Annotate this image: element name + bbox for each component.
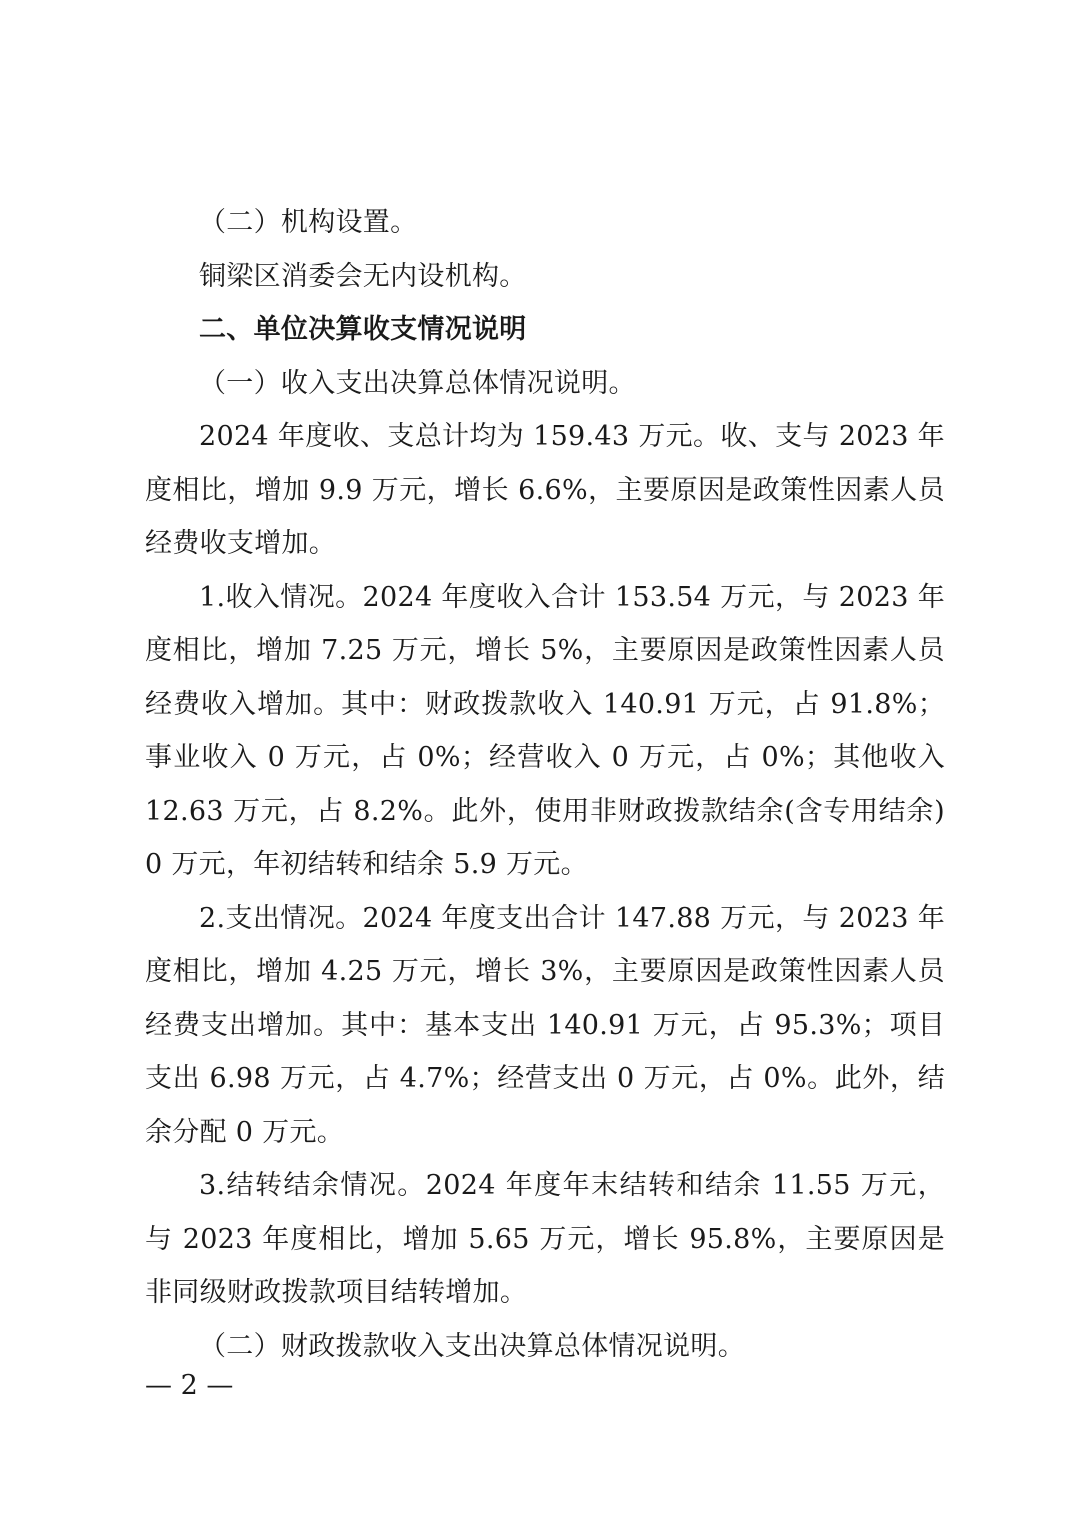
- income-paragraph: 1.收入情况。2024 年度收入合计 153.54 万元，与 2023 年度相比，增加 7.25 万元，增长 5%，主要原因是政策性因素人员经费收入增加。其中：财政拨款收入 140.91 万元，占 91.8%；事业收入 0 万元，占 0%；经营收入 0 万元，占 0%；其他收入 12.63 万元，占 8.2%。此外，使用非财政拨款结余(含专用结余)0 万元，年初结转和结余 5.9 万元。: [145, 581, 945, 880]
- overall-summary-paragraph: 2024 年度收、支总计均为 159.43 万元。收、支与 2023 年度相比，增加 9.9 万元，增长 6.6%，主要原因是政策性因素人员经费收支增加。: [145, 421, 945, 559]
- org-setup-text: 铜梁区消委会无内设机构。: [199, 260, 527, 292]
- section-heading-budget: 二、单位决算收支情况说明: [199, 314, 527, 345]
- subsection-heading-overall: （一）收入支出决算总体情况说明。: [199, 367, 636, 399]
- subsection-heading-fiscal: （二）财政拨款收入支出决算总体情况说明。: [199, 1330, 745, 1362]
- carryover-paragraph: 3.结转结余情况。2024 年度年末结转和结余 11.55 万元，与 2023 年度相比，增加 5.65 万元，增长 95.8%，主要原因是非同级财政拨款项目结转增加。: [145, 1170, 945, 1308]
- expenditure-paragraph: 2.支出情况。2024 年度支出合计 147.88 万元，与 2023 年度相比，增加 4.25 万元，增长 3%，主要原因是政策性因素人员经费支出增加。其中：基本支出 140.91 万元，占 95.3%；项目支出 6.98 万元，占 4.7%；经营支出 0 万元，占 0%。此外，结余分配 0 万元。: [145, 902, 945, 1148]
- page-number: — 2 —: [145, 1370, 234, 1401]
- subsection-heading-org-setup: （二）机构设置。: [199, 207, 418, 238]
- document-body: [145, 196, 945, 1373]
